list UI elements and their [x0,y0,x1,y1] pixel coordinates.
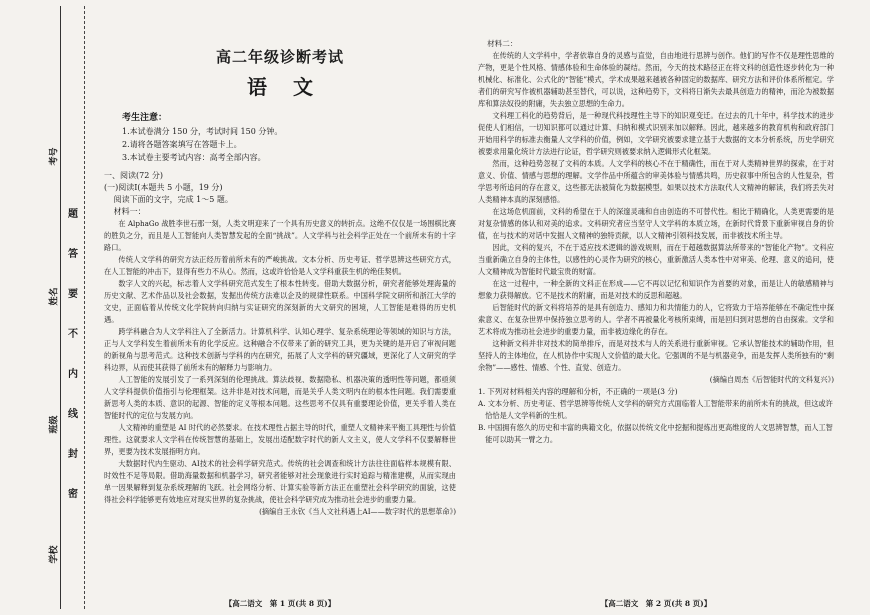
paragraph: 大数据时代内生驱动、AI技术的社会科学研究范式。传统的社会调查和统计方法往往面临样本规模有限、时效性不足等局限。借助海量数据和机器学习，研究者能够对社会现象进行实时追踪与精准建模，从而实现由单一因果解释到复杂系统理解的飞跃。社会网络分析、计算实验等新方法正在重塑社会科学研究的面貌，这使得社会科学能够更有效地应对现实世界的复杂挑战，使社会科学研究成为推动社会进步的重要力量。 [104,459,456,504]
paragraph: 数字人文的兴起，标志着人文学科研究范式发生了根本性转变。借助大数据分析，研究者能够处理海量的历史文献、艺术作品以及社会数据，发掘出传统方法难以企及的规律性联系。中国科学院文研所和浙江大学的文史，正面临着从传统文化学院转向归纳与实证研究的深刻新的大文研究的困境，人工智能是难得的历史机遇。 [104,279,456,324]
paragraph: 这种新文科并非对技术的简单排斥，而是对技术与人的关系进行重新审视。它承认智能技术的辅助作用，但坚持人的主体地位，在人机协作中实现人文价值的最大化。它强调的不是与机器竞争，而是发挥人类所独有的“剩余物”——感性、情感、个性、直觉、创造力。 [478,339,834,372]
option-b: B. 中国拥有悠久的历史和丰富的典籍文化，依据以传统文化中挖掘和提炼出更高维度的人文思辨智慧，而人工智能可以助其一臂之力。 [478,423,833,444]
exam-number-label: 考号 [49,147,60,166]
question-1: 1. 下列对材料相关内容的理解和分析，不正确的一项是(3 分) [478,387,678,396]
subsection-heading: (一)阅读Ⅰ(本题共 5 小题，19 分) [104,183,223,192]
paragraph: 在 AlphaGo 战胜李世石那一刻，人类文明迎来了一个具有历史意义的转折点。这绝不仅仅是一场围棋比赛的胜负之分，而且是人工智能向人类智慧发起的全面“挑战”。人文学科与社会科学正处在一个前所未有的十字路口。 [104,219,456,252]
seal-char: 密 [68,489,78,500]
paragraph: 传统人文学科的研究方法正经历着前所未有的严峻挑战。文本分析、历史考证、哲学思辨这些研究方式，在人工智能的冲击下，显得有些力不从心。然而，这或许恰恰是人文学科重获生机的绝佳契机。 [104,255,456,276]
page-footer: 【高二语文 第 2 页(共 8 页)】 [600,599,712,608]
seal-char: 封 [68,449,78,460]
material-heading: 材料二： [487,39,518,48]
paragraph: 在传统的人文学科中，学者依靠自身的灵感与直觉，自由地进行思辨与创作。他们的写作不仅是理性思维的产物，更是个性风格、情感体验和生命体验的凝结。然而，今天的技术路径正在将文科的创造性逐步转化为一种机械化、标准化、公式化的“智能”模式，学术成果越来越被各种固定的数据库、研究方法和评价体系所框定。学者们的研究写作被机器辅助甚至替代，可以说，这种趋势下，文科将日渐失去最具创造力的精神，而沦为被数据库和算法奴役的附庸，失去独立思想的生命力。 [478,51,834,108]
seal-char: 答 [68,249,78,260]
candidate-notice [122,112,456,164]
paragraph: 在这一过程中，一种全新的文科正在形成——它不再以记忆和知识作为首要的对象，而是让人的敏感精神与想象力获得解放。它不是技术的附庸，而是对技术的反思和超越。 [478,279,834,300]
notice-item: 3.本试卷主要考试内容：高考全部内容。 [122,153,266,162]
paragraph: 文科理工科化的趋势背后，是一种现代科技理性主导下的知识观变迁。在过去的几十年中，科学技术的进步促使人们相信，一切知识都可以通过计算、归纳和模式识别来加以解释。因此，越来越多的教育机构和政府部门开始用科学的标准去衡量人文学科的价值，例如，文学研究被要求建立基于大数据的文本分析系统，历史学研究被要求用量化统计方法进行论证，哲学研究则被要求纳入逻辑形式化框架。 [478,111,834,156]
material-heading: 材料一： [113,207,146,216]
paragraph: 人工智能的发展引发了一系列深刻的伦理挑战。算法歧视、数据隐私、机器决策的透明性等问题，都亟须人文学科提供价值指引与伦理框架。这并非是对技术问题，而是关乎人类文明内在的根本性问题。我们需要重新思考人类的本质、意识的起源、智能的定义等根本问题。这些思考不仅具有重要理论价值，更关乎着人类在智能时代的定位与发展方向。 [104,375,456,420]
option-a: A. 文本分析、历史考证、哲学思辨等传统人文学科的研究方式面临着人工智能带来的前所未有的挑战，但这或许恰恰是人文学科新的生机。 [478,399,833,420]
source-citation: (摘编自王永钦《当人文社科遇上AI——数字时代的思想革命》) [259,507,456,516]
paragraph: 跨学科融合为人文学科注入了全新活力。计算机科学、认知心理学、复杂系统理论等领域的知识与方法，正与人文学科发生着前所未有的化学反应。这种融合不仅带来了新的研究工具，更为关键的是开启了审视问题的新视角与思考范式。这种技术创新与学科的内在研究，拓展了人文学科的研究疆域，更深化了人文研究的学科边界，从而使其获得了前所未有的解释力与影响力。 [104,327,456,372]
notice-item: 1.本试卷满分 150 分，考试时间 150 分钟。 [122,127,283,136]
source-citation: (摘编自周杰《后智能时代的文科复兴》) [709,375,834,384]
subject-title: 语文 [247,75,339,99]
section-heading: 一、阅读(72 分) [104,171,163,180]
seal-char: 要 [68,289,78,300]
exam-page-2 [478,0,834,615]
paragraph: 人文精神的重塑是 AI 时代的必然要求。在技术理性占据主导的时代，重塑人文精神来平衡工具理性与价值理性。这就要求人文学科在传统智慧的基础上，发展出适配数字时代的新人文主义，使人文学科不仅要解释世界，更要为技术发展指明方向。 [104,423,456,456]
seal-char: 内 [68,369,78,380]
reading-instruction: 阅读下面的文字，完成 1～5 题。 [113,195,233,204]
seal-char: 不 [68,329,78,340]
paragraph: 然而，这种趋势忽视了文科的本质。人文学科的核心不在于精确性，而在于对人类精神世界的探索，在于对意义、价值、情感与思想的理解。文学作品中所蕴含的审美体验与情感共鸣，历史叙事中所包含的人性复杂，哲学思考所追问的存在意义，这些都无法被简化为数据模型。如果以技术方法取代人文精神的解读，我们将丢失对人类精神本真的深刻感悟。 [478,159,834,204]
paragraph: 因此，文科的复兴，不在于适应技术逻辑的游戏规则，而在于超越数据算法所带来的“智能化产物”。文科应当重新确立自身的主体性，以感性的心灵作为研究的核心，重新激活人类本性中对审美、伦理、意义的追问，使人文精神成为智能时代最宝贵的财富。 [478,243,834,276]
exam-title: 高二年级诊断考试 [215,48,344,66]
school-label: 学校 [49,545,60,564]
notice-item: 2.请将各题答案填写在答题卡上。 [122,140,242,149]
seal-char: 题 [68,209,78,220]
binding-gutter [0,0,84,615]
class-label: 班级 [49,415,60,434]
seal-char: 线 [68,409,78,420]
paragraph: 后智能时代的新文科将培养的是具有创造力、感知力和共情能力的人，它将致力于培养能够在不确定性中探索意义、在复杂世界中保持独立思考的人。学者不再被量化考核所束缚，而是回归到对思想的自由探索。文学和艺术将成为推动社会进步的重要力量，而非被边缘化的存在。 [478,303,834,336]
page-footer: 【高二语文 第 1 页(共 8 页)】 [224,599,336,608]
exam-page-1 [104,0,456,615]
gutter-line [60,6,61,609]
name-label: 姓名 [49,287,60,306]
seal-line [84,6,85,609]
notice-title: 考生注意： [122,113,168,123]
paragraph: 在这场危机面前，文科的希望在于人的深邃灵魂和自由创造的不可替代性。相比于精确化，人类更需要的是对复杂情感的体认和对美的追求。文科研究者应当坚守人文学科的本质立场，在新时代背景下重新审视自身的价值，在与技术的对话中发掘人文精神的独特贡献，以人文精神引领科技发展，而非被技术所主导。 [478,207,834,240]
